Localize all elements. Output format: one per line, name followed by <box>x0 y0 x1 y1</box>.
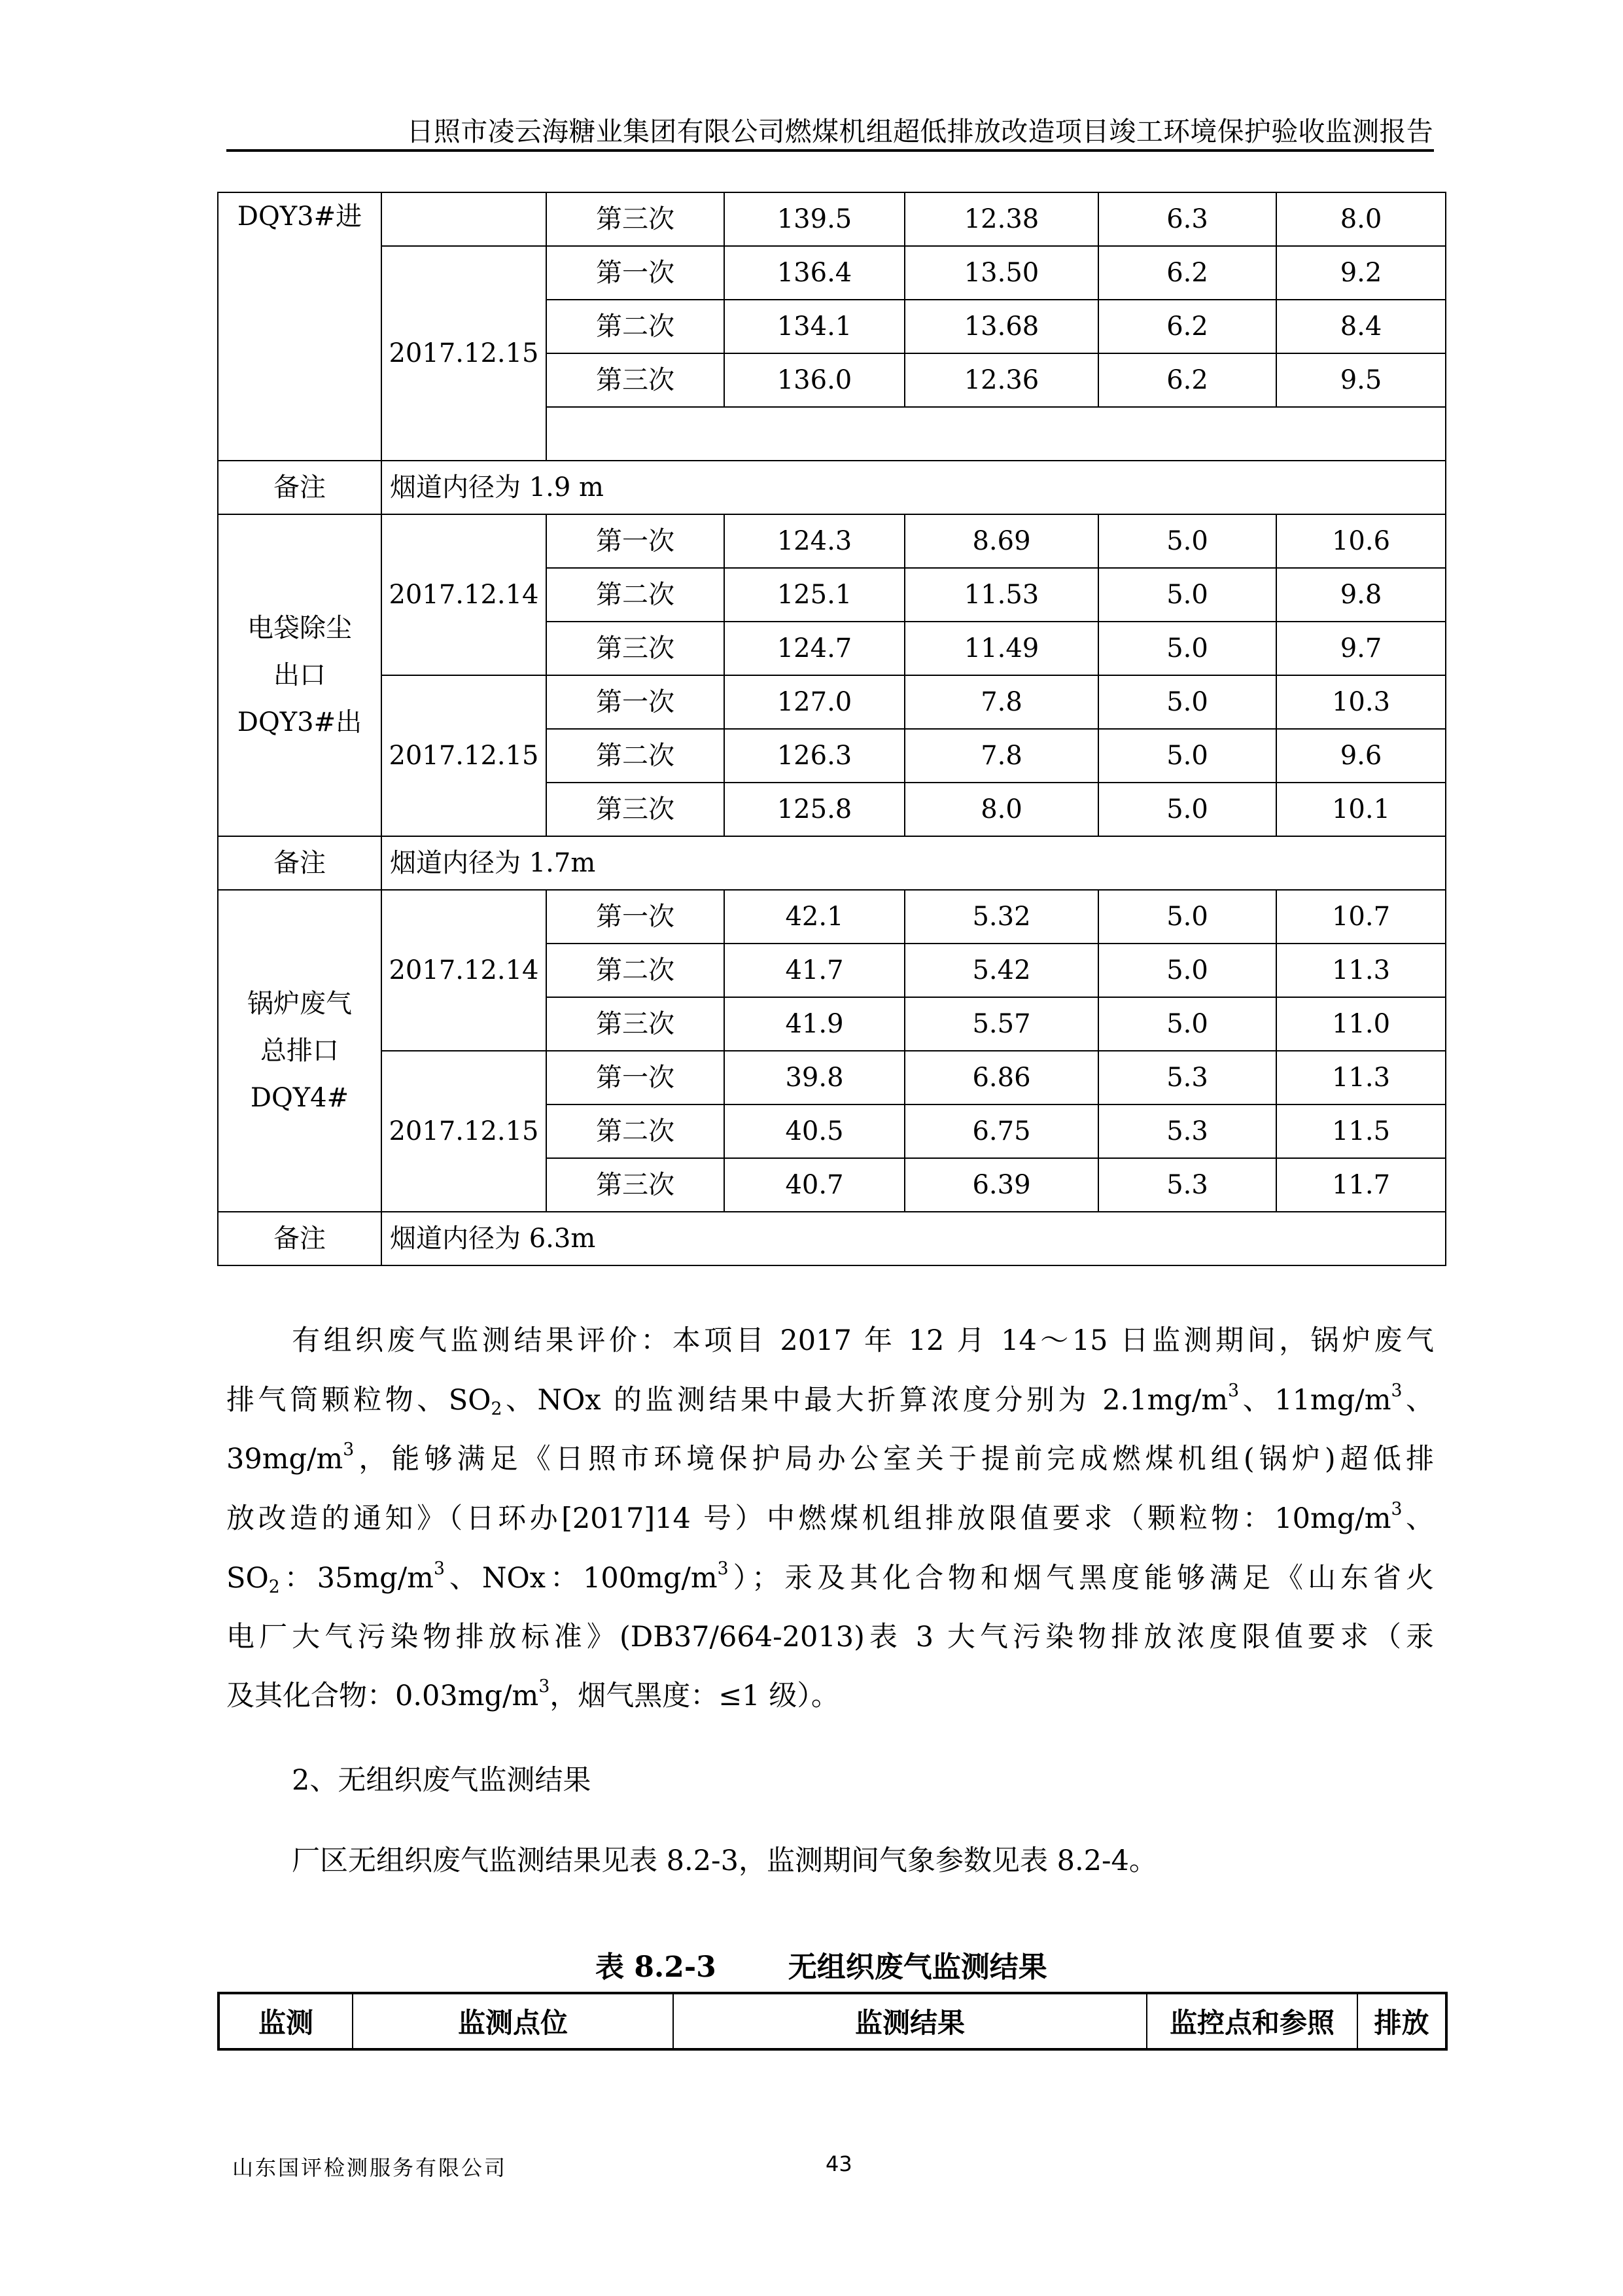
date-cell: 2017.12.15 <box>381 246 546 461</box>
table-row <box>218 192 1446 246</box>
date-cell: 2017.12.14 <box>381 514 546 675</box>
table-row <box>218 1051 1446 1104</box>
run-cell: 第一次 <box>546 1051 724 1104</box>
site-cell <box>218 890 381 1212</box>
site-line: 锅炉废气 <box>247 989 352 1019</box>
value-cell: 6.2 <box>1098 353 1276 407</box>
run-cell: 第三次 <box>546 192 724 246</box>
run-cell: 第三次 <box>546 353 724 407</box>
table-row <box>218 514 1446 568</box>
value-cell: 40.5 <box>724 1104 905 1158</box>
table-row <box>218 890 1446 944</box>
site-line: 出口 <box>273 660 326 690</box>
value-cell: 5.57 <box>905 997 1098 1051</box>
value-cell: 8.0 <box>905 783 1098 836</box>
header-cell: 监测 <box>218 1993 353 2049</box>
paragraph-line: 排气筒颗粒物、$SO_2$、NOx 的监测结果中最大折算浓度分别为 $2.1mg/m^3$、$11mg/m^3$、 <box>226 1381 1434 1419</box>
note-text: 烟道内径为 1.7m <box>381 836 1446 890</box>
value-cell: 5.0 <box>1098 568 1276 622</box>
value-cell: 5.0 <box>1098 997 1276 1051</box>
run-cell: 第三次 <box>546 997 724 1051</box>
note-row <box>218 461 1446 514</box>
note-label: 备注 <box>218 1212 381 1265</box>
value-cell: 41.7 <box>724 944 905 997</box>
value-cell: 9.8 <box>1276 568 1446 622</box>
footer-company: 山东国评检测服务有限公司 <box>232 2155 508 2180</box>
paragraph-line: $SO_2$：$35mg/m^3$、NOx：$100mg/m^3$）；汞及其化合物和烟气黑度能够满足《山东省火 <box>226 1559 1435 1597</box>
value-cell: 39.8 <box>724 1051 905 1104</box>
note-row <box>218 1212 1446 1265</box>
value-cell: 10.7 <box>1276 890 1446 944</box>
run-cell: 第二次 <box>546 1104 724 1158</box>
section-heading: 2、无组织废气监测结果 <box>292 1764 591 1797</box>
paragraph-line: 电厂大气污染物排放标准》(DB37/664-2013)表 3 大气污染物排放浓度限值要求（汞 <box>226 1621 1434 1653</box>
date-cell: 2017.12.14 <box>381 890 546 1051</box>
value-cell: 8.0 <box>1276 192 1446 246</box>
emission-table <box>217 192 1446 1266</box>
header-cell: 监测结果 <box>673 1993 1147 2049</box>
value-cell: 124.7 <box>724 622 905 675</box>
value-cell: 134.1 <box>724 300 905 353</box>
note-row <box>218 836 1446 890</box>
value-cell: 13.68 <box>905 300 1098 353</box>
value-cell: 8.69 <box>905 514 1098 568</box>
value-cell: 13.50 <box>905 246 1098 300</box>
value-cell: 11.5 <box>1276 1104 1446 1158</box>
note-text: 烟道内径为 1.9 m <box>381 461 1446 514</box>
value-cell: 10.6 <box>1276 514 1446 568</box>
table-row <box>218 675 1446 729</box>
value-cell: 6.86 <box>905 1051 1098 1104</box>
paragraph-line: 厂区无组织废气监测结果见表 8.2-3，监测期间气象参数见表 8.2-4。 <box>292 1845 1157 1877</box>
value-cell: 12.36 <box>905 353 1098 407</box>
value-cell: 11.53 <box>905 568 1098 622</box>
header-cell: 监测点位 <box>353 1993 673 2049</box>
run-cell: 第三次 <box>546 622 724 675</box>
value-cell: 11.7 <box>1276 1158 1446 1212</box>
note-text: 烟道内径为 6.3m <box>381 1212 1446 1265</box>
caption-title: 无组织废气监测结果 <box>788 1951 1047 1984</box>
value-cell: 124.3 <box>724 514 905 568</box>
value-cell: 6.39 <box>905 1158 1098 1212</box>
header-cell: 排放 <box>1357 1993 1446 2049</box>
date-cell <box>381 192 546 246</box>
value-cell: 8.4 <box>1276 300 1446 353</box>
site-cell: DQY3#进 <box>218 192 381 461</box>
header-rule <box>226 149 1434 152</box>
site-cell <box>218 514 381 836</box>
value-cell: 11.0 <box>1276 997 1446 1051</box>
run-cell: 第三次 <box>546 1158 724 1212</box>
value-cell: 12.38 <box>905 192 1098 246</box>
value-cell: 9.5 <box>1276 353 1446 407</box>
note-label: 备注 <box>218 836 381 890</box>
date-cell: 2017.12.15 <box>381 1051 546 1212</box>
value-cell: 5.3 <box>1098 1051 1276 1104</box>
value-cell: 127.0 <box>724 675 905 729</box>
table-row <box>218 246 1446 300</box>
value-cell: 5.3 <box>1098 1104 1276 1158</box>
table-header-row <box>218 1993 1446 2049</box>
value-cell: 5.3 <box>1098 1158 1276 1212</box>
paragraph-line: 放改造的通知》（日环办[2017]14 号）中燃煤机组排放限值要求（颗粒物：$10mg/m^3$、 <box>226 1499 1434 1535</box>
value-cell: 5.0 <box>1098 675 1276 729</box>
value-cell: 5.0 <box>1098 729 1276 783</box>
value-cell: 10.1 <box>1276 783 1446 836</box>
run-cell: 第二次 <box>546 729 724 783</box>
value-cell: 7.8 <box>905 675 1098 729</box>
value-cell: 9.2 <box>1276 246 1446 300</box>
value-cell: 5.0 <box>1098 622 1276 675</box>
value-cell: 11.49 <box>905 622 1098 675</box>
value-cell: 5.0 <box>1098 783 1276 836</box>
value-cell: 6.2 <box>1098 300 1276 353</box>
table-caption <box>595 1943 1047 1985</box>
value-cell: 5.32 <box>905 890 1098 944</box>
value-cell: 40.7 <box>724 1158 905 1212</box>
run-cell: 第一次 <box>546 514 724 568</box>
value-cell: 125.8 <box>724 783 905 836</box>
value-cell: 126.3 <box>724 729 905 783</box>
site-line: DQY3#出 <box>237 707 362 737</box>
value-cell: 9.7 <box>1276 622 1446 675</box>
value-cell: 5.0 <box>1098 890 1276 944</box>
caption-number: 表 8.2-3 <box>595 1951 716 1984</box>
site-line: 总排口 <box>260 1036 339 1066</box>
value-cell: 7.8 <box>905 729 1098 783</box>
paragraph-line: $39mg/m^3$，能够满足《日照市环境保护局办公室关于提前完成燃煤机组(锅炉)超低排 <box>226 1439 1434 1475</box>
value-cell: 5.0 <box>1098 514 1276 568</box>
run-cell: 第二次 <box>546 300 724 353</box>
value-cell: 136.0 <box>724 353 905 407</box>
value-cell: 5.42 <box>905 944 1098 997</box>
empty-cell <box>546 407 1446 461</box>
run-cell: 第三次 <box>546 783 724 836</box>
value-cell: 9.6 <box>1276 729 1446 783</box>
value-cell: 139.5 <box>724 192 905 246</box>
value-cell: 6.2 <box>1098 246 1276 300</box>
page-number: 43 <box>826 2151 852 2176</box>
paragraph-line: 有组织废气监测结果评价：本项目 2017 年 12 月 14～15 日监测期间，锅炉废气 <box>292 1324 1434 1357</box>
value-cell: 41.9 <box>724 997 905 1051</box>
run-cell: 第一次 <box>546 890 724 944</box>
run-cell: 第二次 <box>546 944 724 997</box>
run-cell: 第一次 <box>546 675 724 729</box>
header-cell: 监控点和参照 <box>1147 1993 1357 2049</box>
value-cell: 10.3 <box>1276 675 1446 729</box>
value-cell: 6.75 <box>905 1104 1098 1158</box>
value-cell: 6.3 <box>1098 192 1276 246</box>
fugitive-table-header <box>217 1992 1448 2051</box>
running-header: 日照市凌云海糖业集团有限公司燃煤机组超低排放改造项目竣工环境保护验收监测报告 <box>406 116 1433 147</box>
site-line: DQY4# <box>250 1083 349 1113</box>
run-cell: 第一次 <box>546 246 724 300</box>
value-cell: 42.1 <box>724 890 905 944</box>
note-label: 备注 <box>218 461 381 514</box>
paragraph-line: 及其化合物：$0.03mg/m^3$，烟气黑度：≤1 级）。 <box>226 1676 839 1712</box>
run-cell: 第二次 <box>546 568 724 622</box>
value-cell: 5.0 <box>1098 944 1276 997</box>
value-cell: 11.3 <box>1276 1051 1446 1104</box>
value-cell: 11.3 <box>1276 944 1446 997</box>
value-cell: 125.1 <box>724 568 905 622</box>
date-cell: 2017.12.15 <box>381 675 546 836</box>
value-cell: 136.4 <box>724 246 905 300</box>
site-line: 电袋除尘 <box>247 613 352 643</box>
